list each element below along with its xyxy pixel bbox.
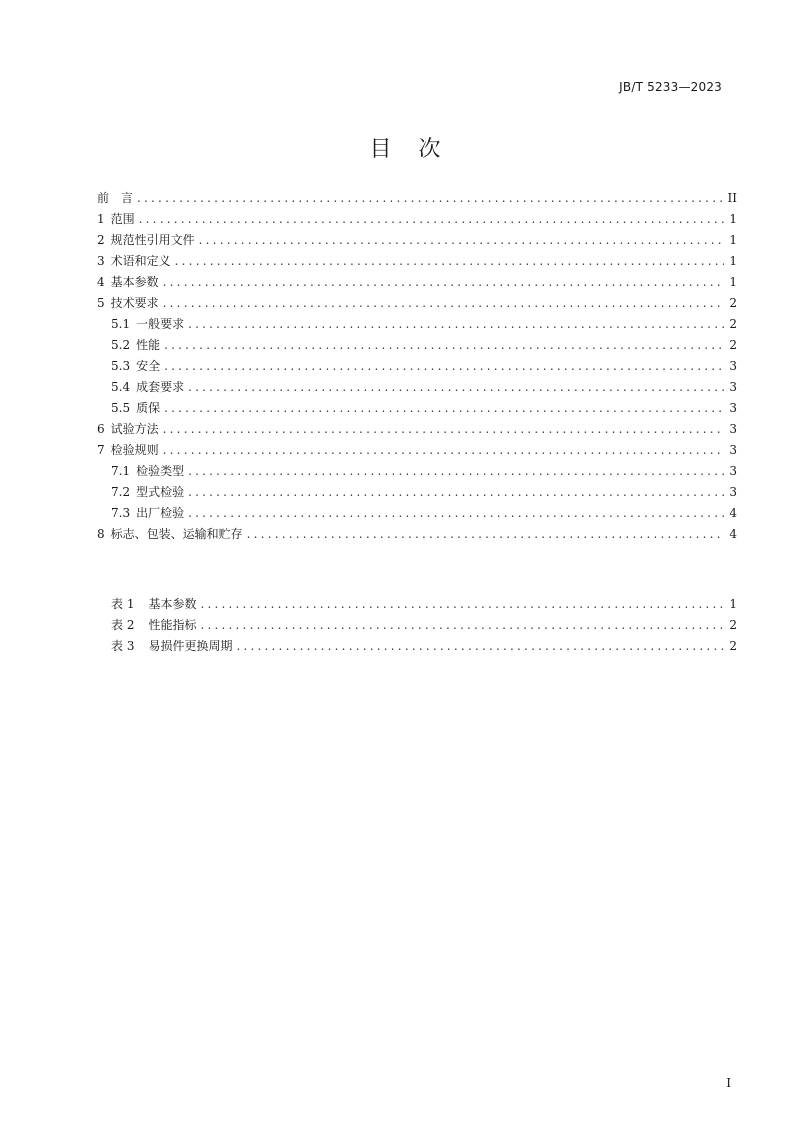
dot-leader: [188, 314, 724, 335]
toc-entry-title: 规范性引用文件: [110, 233, 195, 247]
dot-leader: [247, 524, 724, 545]
table-entry-page: 2: [729, 618, 737, 632]
toc-entry-7-3[interactable]: [97, 503, 737, 524]
toc-entry-page: 4: [729, 527, 737, 541]
table-entry-number: 表 1: [111, 597, 135, 611]
dot-leader: [188, 377, 724, 398]
toc-entry-number: 5.5: [111, 401, 131, 415]
toc-entry-title: 性能: [136, 338, 161, 352]
toc-entry-title: 检验规则: [110, 443, 159, 457]
toc-entry-title: 前 言: [97, 191, 134, 205]
dot-leader: [199, 230, 724, 251]
toc-entry-title: 技术要求: [110, 296, 159, 310]
toc-entry-title: 基本参数: [110, 275, 159, 289]
toc-entry-page: 3: [729, 443, 737, 457]
list-of-tables: [97, 594, 737, 657]
standard-code: JB/T 5233—2023: [619, 80, 722, 94]
dot-leader: [139, 209, 724, 230]
toc-entry-page: 3: [729, 464, 737, 478]
toc-entry-number: 7: [97, 443, 105, 457]
toc-entry-number: 5.3: [111, 359, 131, 373]
toc-entry-foreword[interactable]: [97, 188, 737, 209]
table-entry-page: 1: [729, 597, 737, 611]
toc-entry-title: 出厂检验: [136, 506, 185, 520]
dot-leader: [163, 419, 724, 440]
toc-entry-number: 6: [97, 422, 105, 436]
toc-entry-page: 3: [729, 422, 737, 436]
table-entry-title: 基本参数: [148, 597, 197, 611]
dot-leader: [236, 636, 724, 657]
toc-entry-title: 检验类型: [136, 464, 185, 478]
page-title: 目 次: [369, 137, 451, 162]
toc-entry-number: 5.4: [111, 380, 131, 394]
toc-entry-1[interactable]: [97, 209, 737, 230]
toc-entry-5-1[interactable]: [97, 314, 737, 335]
toc-entry-number: 5: [97, 296, 105, 310]
toc-entry-page: 3: [729, 401, 737, 415]
table-entry-number: 表 2: [111, 618, 135, 632]
toc-entry-number: 7.2: [111, 485, 131, 499]
toc-entry-title: 成套要求: [136, 380, 185, 394]
toc-entry-number: 5.2: [111, 338, 131, 352]
toc-entry-page: 4: [729, 506, 737, 520]
toc-entry-page: 1: [729, 233, 737, 247]
toc-entry-title: 术语和定义: [110, 254, 171, 268]
toc-entry-number: 3: [97, 254, 105, 268]
dot-leader: [188, 482, 724, 503]
toc-entry-page: 1: [729, 254, 737, 268]
toc-entry-title: 安全: [136, 359, 161, 373]
table-of-contents: [97, 188, 737, 545]
toc-entry-title: 标志、包装、运输和贮存: [110, 527, 243, 541]
toc-entry-8[interactable]: [97, 524, 737, 545]
toc-entry-3[interactable]: [97, 251, 737, 272]
dot-leader: [163, 440, 724, 461]
toc-entry-title: 试验方法: [110, 422, 159, 436]
dot-leader: [163, 272, 724, 293]
toc-entry-page: 2: [729, 338, 737, 352]
toc-entry-title: 一般要求: [136, 317, 185, 331]
toc-entry-number: 5.1: [111, 317, 131, 331]
toc-entry-number: 8: [97, 527, 105, 541]
dot-leader: [175, 251, 724, 272]
toc-entry-page: 3: [729, 380, 737, 394]
dot-leader: [163, 293, 724, 314]
dot-leader: [200, 615, 724, 636]
toc-entry-number: 7.1: [111, 464, 131, 478]
table-entry-page: 2: [729, 639, 737, 653]
toc-entry-page: 1: [729, 212, 737, 226]
table-entry-number: 表 3: [111, 639, 135, 653]
dot-leader: [164, 356, 724, 377]
table-entry-1[interactable]: [97, 594, 737, 615]
dot-leader: [164, 335, 724, 356]
toc-entry-title: 质保: [136, 401, 161, 415]
toc-entry-7[interactable]: [97, 440, 737, 461]
dot-leader: [137, 188, 724, 209]
toc-entry-7-2[interactable]: [97, 482, 737, 503]
toc-entry-2[interactable]: [97, 230, 737, 251]
toc-entry-6[interactable]: [97, 419, 737, 440]
toc-entry-5-3[interactable]: [97, 356, 737, 377]
toc-entry-4[interactable]: [97, 272, 737, 293]
toc-entry-5-4[interactable]: [97, 377, 737, 398]
toc-entry-title: 范围: [110, 212, 135, 226]
toc-entry-5-2[interactable]: [97, 335, 737, 356]
toc-entry-title: 型式检验: [136, 485, 185, 499]
toc-entry-5[interactable]: [97, 293, 737, 314]
table-entry-3[interactable]: [97, 636, 737, 657]
dot-leader: [164, 398, 724, 419]
toc-entry-5-5[interactable]: [97, 398, 737, 419]
toc-entry-number: 4: [97, 275, 105, 289]
dot-leader: [200, 594, 724, 615]
toc-entry-number: 2: [97, 233, 105, 247]
dot-leader: [188, 503, 724, 524]
toc-entry-7-1[interactable]: [97, 461, 737, 482]
toc-entry-number: 7.3: [111, 506, 131, 520]
dot-leader: [188, 461, 724, 482]
toc-entry-page: 3: [729, 485, 737, 499]
toc-entry-page: 2: [729, 296, 737, 310]
page-number: I: [726, 1076, 731, 1090]
toc-entry-page: 1: [729, 275, 737, 289]
toc-entry-page: 3: [729, 359, 737, 373]
table-entry-title: 易损件更换周期: [148, 639, 233, 653]
table-entry-2[interactable]: [97, 615, 737, 636]
toc-entry-page: 2: [729, 317, 737, 331]
toc-entry-number: 1: [97, 212, 105, 226]
table-entry-title: 性能指标: [148, 618, 197, 632]
toc-entry-page: II: [727, 191, 737, 205]
